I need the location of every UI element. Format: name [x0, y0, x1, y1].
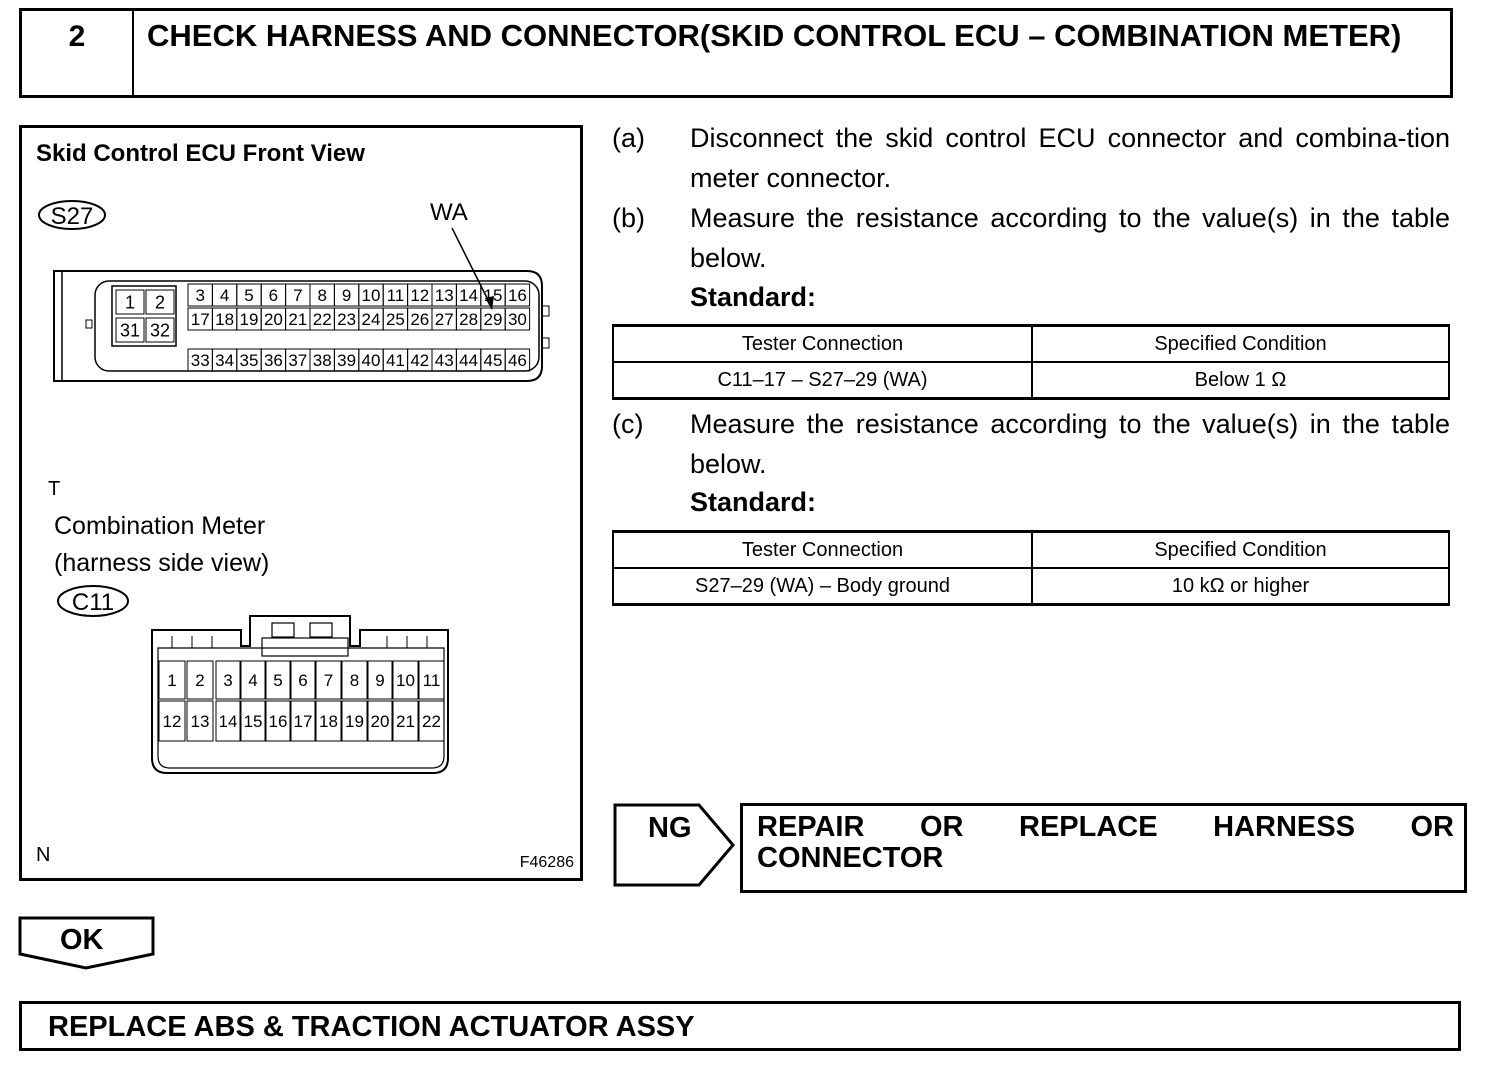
pin-label: 2 [154, 292, 166, 313]
connector-diagram [22, 128, 580, 878]
meter-body-outline [152, 616, 448, 773]
pin-label: 45 [483, 351, 503, 371]
pin-label: 14 [459, 286, 479, 306]
pin-label: 26 [410, 310, 430, 330]
step-c-letter: (c) [612, 409, 644, 439]
pin-label: 36 [263, 351, 283, 371]
table-header-cell: Specified Condition [1032, 532, 1449, 569]
pin-label: 17 [190, 310, 210, 330]
pin-label: 40 [361, 351, 381, 371]
pin-label: 11 [386, 286, 405, 306]
ecu-latch-left [86, 320, 92, 328]
step-a-text: Disconnect the skid control ECU connector and combina-tion meter connector. [690, 123, 1450, 193]
pin-label: 6 [268, 286, 279, 306]
wa-label: WA [430, 199, 468, 226]
ecu-latch-right-top [542, 306, 549, 316]
pin-label: 41 [385, 351, 405, 371]
pin-label: 3 [195, 286, 205, 306]
pin-label: 5 [244, 286, 254, 306]
meter-title: Combination Meter [54, 512, 266, 540]
figure-code: F46286 [519, 854, 574, 871]
pin-label: 20 [263, 310, 283, 330]
ecu-figure-title: Skid Control ECU Front View [36, 140, 365, 167]
table-row [613, 362, 1449, 399]
pin-label: 25 [385, 310, 405, 330]
pin-label: 21 [396, 712, 415, 732]
pin-label: 3 [223, 671, 233, 691]
table-cell: Below 1 Ω [1032, 362, 1449, 399]
pin-label: 33 [190, 351, 210, 371]
step-number: 2 [22, 11, 134, 95]
pin-label: 4 [248, 671, 258, 691]
pin-label: 19 [345, 712, 364, 732]
pin-label: 35 [239, 351, 259, 371]
pin-label: 21 [288, 310, 308, 330]
pin-label: 9 [375, 671, 385, 691]
pin-label: 10 [361, 286, 381, 306]
table-row [613, 568, 1449, 605]
pin-label: 18 [319, 712, 338, 732]
spec-table-1 [612, 324, 1450, 400]
pin-label: 13 [434, 286, 454, 306]
pin-label: 9 [341, 286, 352, 306]
ng-action-text: REPAIR OR REPLACE HARNESS OR CONNECTOR [757, 811, 1454, 874]
step-b-letter: (b) [612, 203, 645, 233]
pin-label: 32 [149, 320, 171, 341]
pin-label: 43 [434, 351, 454, 371]
meter-inner-outline [158, 648, 444, 768]
pin-label: 34 [215, 351, 235, 371]
table-cell: C11–17 – S27–29 (WA) [613, 362, 1032, 399]
standard-label-1: Standard: [690, 282, 817, 312]
pin-label: 8 [317, 286, 327, 306]
mark-t: T [48, 478, 61, 500]
pin-label: 29 [483, 310, 503, 330]
pin-label: 1 [124, 292, 136, 313]
meter-subtitle: (harness side view) [54, 549, 270, 577]
ng-label: NG [648, 812, 692, 844]
standard-label-2: Standard: [690, 487, 817, 517]
pin-label: 6 [298, 671, 308, 691]
pin-label: 11 [422, 671, 441, 691]
meter-lock-bar [262, 638, 348, 656]
step-header [19, 8, 1453, 98]
connector-figure [19, 125, 583, 881]
pin-label: 13 [190, 712, 210, 732]
pin-label: 16 [507, 286, 527, 306]
meter-connector-code: C11 [71, 589, 115, 616]
table-header-cell: Tester Connection [613, 326, 1032, 363]
ok-action-box [19, 1001, 1461, 1051]
ok-label: OK [60, 924, 104, 956]
table-header-row [613, 326, 1449, 363]
table-cell: 10 kΩ or higher [1032, 568, 1449, 605]
pin-label: 23 [337, 310, 357, 330]
mark-n: N [36, 844, 51, 866]
pin-label: 38 [312, 351, 332, 371]
ok-action-text: REPLACE ABS & TRACTION ACTUATOR ASSY [48, 1011, 695, 1043]
meter-lock-left [272, 623, 294, 637]
pin-label: 17 [293, 712, 313, 732]
pin-label: 31 [119, 320, 141, 341]
table-header-cell: Tester Connection [613, 532, 1032, 569]
ecu-latch-right-bottom [542, 338, 549, 348]
pin-label: 39 [337, 351, 357, 371]
pin-label: 46 [507, 351, 527, 371]
pin-label: 7 [293, 286, 303, 306]
pin-label: 28 [459, 310, 479, 330]
pin-label: 37 [288, 351, 308, 371]
step-b-text: Measure the resistance according to the value(s) in the table below. [690, 203, 1450, 273]
pin-label: 42 [410, 351, 430, 371]
pin-label: 27 [434, 310, 454, 330]
step-a-letter: (a) [612, 123, 645, 153]
pin-label: 12 [162, 712, 182, 732]
pin-label: 10 [396, 671, 415, 691]
pin-label: 4 [219, 286, 230, 306]
ecu-connector-code: S27 [50, 203, 94, 230]
pin-label: 30 [507, 310, 527, 330]
table-cell: S27–29 (WA) – Body ground [613, 568, 1032, 605]
spec-table-2 [612, 530, 1450, 606]
table-header-cell: Specified Condition [1032, 326, 1449, 363]
table-header-row [613, 532, 1449, 569]
pin-label: 1 [167, 671, 177, 691]
pin-label: 14 [218, 712, 238, 732]
pin-label: 2 [195, 671, 205, 691]
pin-label: 15 [483, 286, 503, 306]
pin-label: 44 [459, 351, 479, 371]
pin-label: 8 [349, 671, 360, 691]
pin-label: 12 [410, 286, 430, 306]
pin-label: 18 [215, 310, 235, 330]
ng-action-box [740, 803, 1467, 893]
meter-lock-right [310, 623, 332, 637]
pin-label: 7 [323, 671, 334, 691]
pin-label: 22 [312, 310, 332, 330]
step-c-text: Measure the resistance according to the value(s) in the table below. [690, 409, 1450, 479]
pin-label: 19 [239, 310, 259, 330]
step-title: CHECK HARNESS AND CONNECTOR(SKID CONTROL ECU – COMBINATION METER) [147, 18, 1402, 53]
pin-label: 15 [243, 712, 263, 732]
pin-label: 16 [268, 712, 288, 732]
pin-label: 22 [422, 712, 441, 732]
pin-label: 24 [361, 310, 381, 330]
pin-label: 20 [370, 712, 390, 732]
pin-label: 5 [273, 671, 283, 691]
